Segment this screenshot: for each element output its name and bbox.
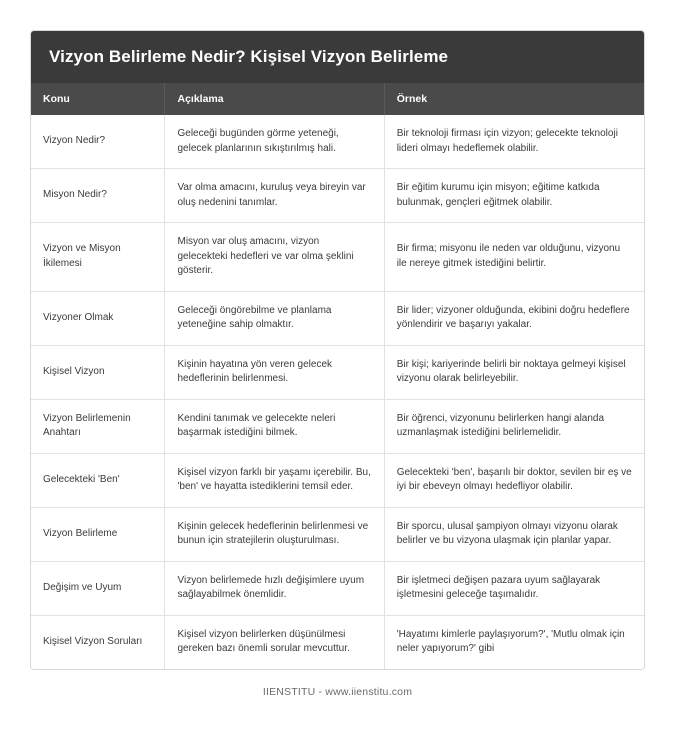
cell-konu: Misyon Nedir? [31, 169, 165, 223]
cell-konu: Vizyoner Olmak [31, 291, 165, 345]
cell-aciklama: Kişisel vizyon farklı bir yaşamı içerebilir. Bu, 'ben' ve hayatta istediklerini temsil eder. [165, 453, 384, 507]
cell-ornek: Bir lider; vizyoner olduğunda, ekibini doğru hedeflere yönlendirir ve başarıyı yakalar. [384, 291, 644, 345]
cell-ornek: Bir teknoloji firması için vizyon; gelecekte teknoloji lideri olmayı hedeflemek olabilir. [384, 115, 644, 169]
cell-ornek: Bir firma; misyonu ile neden var olduğunu, vizyonu ile nereye gitmek istediğini belirtir. [384, 223, 644, 292]
cell-konu: Vizyon Belirleme [31, 507, 165, 561]
footer-attribution: IIENSTITU - www.iienstitu.com [262, 685, 413, 698]
column-header-aciklama: Açıklama [165, 83, 384, 115]
cell-konu: Değişim ve Uyum [31, 561, 165, 615]
cell-konu: Kişisel Vizyon Soruları [31, 615, 165, 669]
cell-aciklama: Vizyon belirlemede hızlı değişimlere uyum sağlayabilmek önemlidir. [165, 561, 384, 615]
table-row [31, 345, 644, 399]
cell-aciklama: Kişisel vizyon belirlerken düşünülmesi gereken bazı önemli sorular mevcuttur. [165, 615, 384, 669]
table-row [31, 223, 644, 292]
table-row [31, 615, 644, 669]
cell-ornek: Bir kişi; kariyerinde belirli bir noktaya gelmeyi kişisel vizyonu olarak belirleyebilir. [384, 345, 644, 399]
cell-ornek: Bir sporcu, ulusal şampiyon olmayı vizyonu olarak belirler ve bu vizyona ulaşmak için planlar yapar. [384, 507, 644, 561]
cell-ornek: Bir öğrenci, vizyonunu belirlerken hangi alanda uzmanlaşmak istediğini belirlemelidir. [384, 399, 644, 453]
cell-konu: Vizyon Belirlemenin Anahtarı [31, 399, 165, 453]
cell-aciklama: Kişinin gelecek hedeflerinin belirlenmesi ve bunun için stratejilerin oluşturulması. [165, 507, 384, 561]
column-header-ornek: Örnek [384, 83, 644, 115]
cell-ornek: 'Hayatımı kimlerle paylaşıyorum?', 'Mutlu olmak için neler yapıyorum?' gibi [396, 628, 625, 654]
cell-aciklama: Kişinin hayatına yön veren gelecek hedeflerinin belirlenmesi. [165, 345, 384, 399]
cell-aciklama: Geleceği bugünden görme yeteneği, gelecek planlarının sıkıştırılmış hali. [165, 115, 384, 169]
cell-konu: Gelecekteki 'Ben' [31, 453, 165, 507]
cell-aciklama: Misyon var oluş amacını, vizyon gelecekteki hedefleri ve var olma şeklini gösterir. [165, 223, 384, 292]
cell-aciklama: Geleceği öngörebilme ve planlama yeteneğine sahip olmaktır. [165, 291, 384, 345]
cell-konu: Vizyon ve Misyon İkilemesi [31, 223, 165, 292]
page-title: Vizyon Belirleme Nedir? Kişisel Vizyon Belirleme [31, 31, 644, 83]
cell-aciklama: Var olma amacını, kuruluş veya bireyin var oluş nedenini tanımlar. [165, 169, 384, 223]
cell-konu: Vizyon Nedir? [31, 115, 165, 169]
cell-ornek: Bir işletmeci değişen pazara uyum sağlayarak işletmesini geleceğe taşımalıdır. [384, 561, 644, 615]
table-row [31, 291, 644, 345]
table-row [31, 399, 644, 453]
table-row [31, 507, 644, 561]
table-body [31, 115, 644, 669]
column-header-konu: Konu [31, 83, 165, 115]
cell-ornek: Gelecekteki 'ben', başarılı bir doktor, sevilen bir eş ve iyi bir ebeveyn olmayı hedefliyor olabilir. [384, 453, 644, 507]
table-row [31, 453, 644, 507]
table-row [31, 169, 644, 223]
table-header [31, 83, 644, 115]
cell-aciklama: Kendini tanımak ve gelecekte neleri başarmak istediğini bilmek. [165, 399, 384, 453]
table-row [31, 561, 644, 615]
cell-ornek: Bir eğitim kurumu için misyon; eğitime katkıda bulunmak, gençleri eğitmek olabilir. [384, 169, 644, 223]
vision-table [31, 83, 644, 669]
table-header-row [31, 83, 644, 115]
content-card [30, 30, 645, 670]
table-row [31, 115, 644, 169]
cell-konu: Kişisel Vizyon [31, 345, 165, 399]
